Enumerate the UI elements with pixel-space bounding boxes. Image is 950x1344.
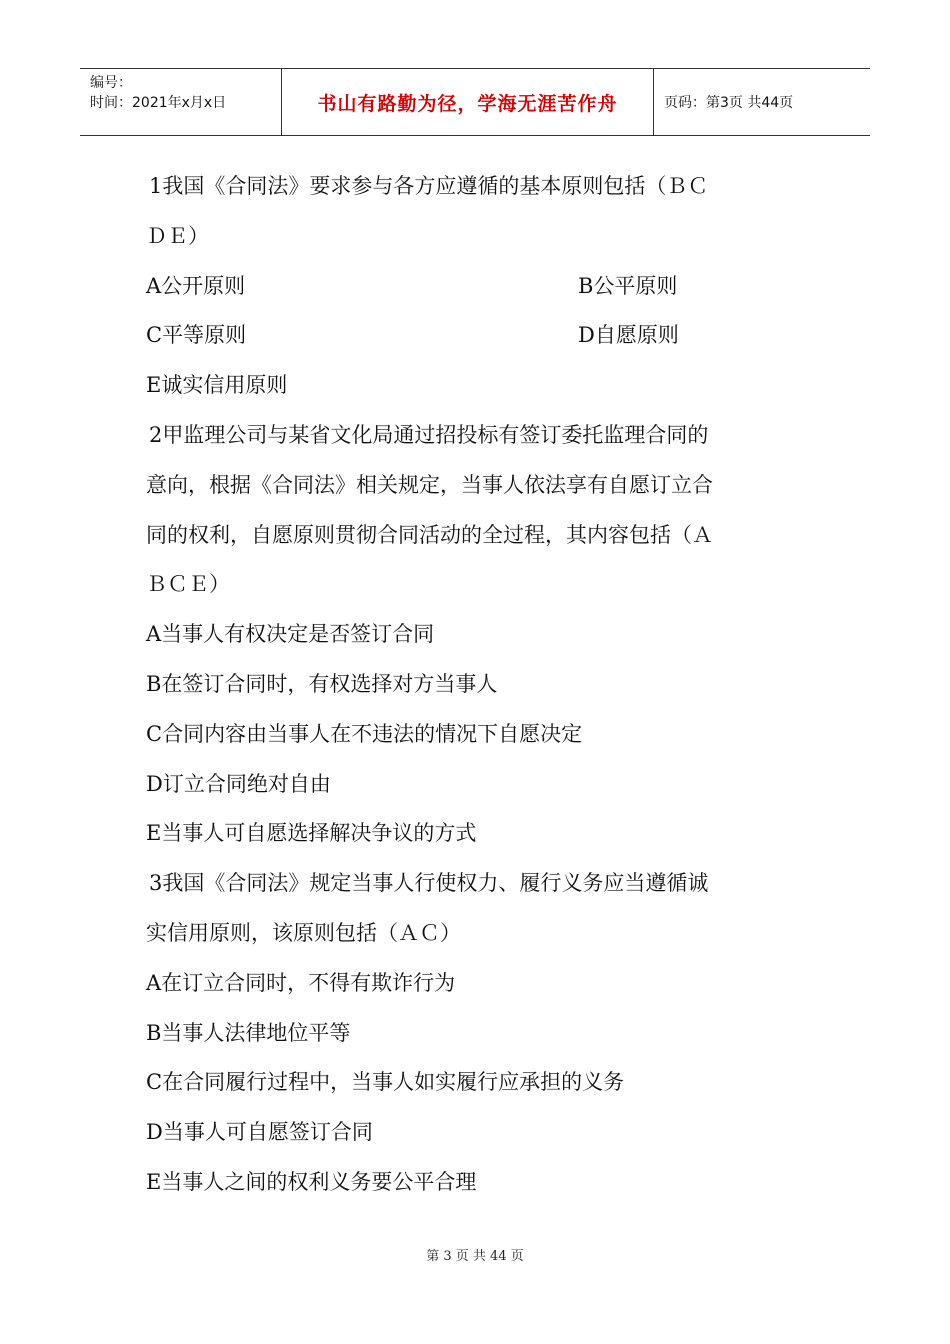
- header-motto: 书山有路勤为径，学海无涯苦作舟: [317, 92, 618, 115]
- option-a: A在订立合同时，不得有欺诈行为: [146, 970, 456, 995]
- header-meta: [80, 69, 282, 135]
- header-motto-cell: [282, 69, 654, 135]
- question-1-options-row-2: [146, 311, 816, 361]
- question-1-options-row-1: [146, 262, 816, 312]
- question-2-line-1: 2甲监理公司与某省文化局通过招投标有签订委托监理合同的: [149, 422, 709, 447]
- option-e: E当事人可自愿选择解决争议的方式: [146, 821, 477, 846]
- option-b: B公平原则: [578, 273, 678, 298]
- option-c: C合同内容由当事人在不违法的情况下自愿决定: [146, 721, 583, 746]
- option-a: A当事人有权决定是否签订合同: [146, 622, 435, 647]
- question-3-line-1: 3我国《合同法》规定当事人行使权力、履行义务应当遵循诚: [149, 871, 709, 896]
- question-3-line-2: 实信用原则，该原则包括（ＡＣ）: [146, 920, 461, 945]
- question-2-line-3: 同的权利，自愿原则贯彻合同活动的全过程，其内容包括（Ａ: [146, 522, 713, 547]
- option-c: C平等原则: [146, 323, 247, 348]
- option-e: E当事人之间的权利义务要公平合理: [146, 1169, 477, 1194]
- page-footer: 第 3 页 共 44 页: [426, 1249, 524, 1264]
- option-c: C在合同履行过程中，当事人如实履行应承担的义务: [146, 1070, 625, 1095]
- option-d: D自愿原则: [578, 323, 679, 348]
- question-2-line-2: 意向，根据《合同法》相关规定，当事人依法享有自愿订立合: [146, 472, 713, 497]
- header-number: 编号：: [90, 75, 132, 91]
- option-a: A公开原则: [146, 273, 246, 298]
- document-body: [146, 162, 816, 1208]
- question-1-line-1: 1我国《合同法》要求参与各方应遵循的基本原则包括（ＢＣ: [149, 174, 709, 198]
- question-2-line-4: ＢＣＥ）: [146, 572, 230, 597]
- option-b: B当事人法律地位平等: [146, 1020, 351, 1045]
- option-b: B在签订合同时，有权选择对方当事人: [146, 671, 498, 696]
- header-time: 时间：2021年x月x日: [90, 95, 227, 111]
- page-header: [80, 68, 870, 136]
- option-d: D当事人可自愿签订合同: [146, 1120, 373, 1145]
- option-d: D订立合同绝对自由: [146, 771, 331, 796]
- header-page-info: 页码：第3页 共44页: [664, 95, 794, 111]
- question-1-line-2: ＤＥ）: [146, 223, 209, 248]
- option-e: E诚实信用原则: [146, 373, 288, 398]
